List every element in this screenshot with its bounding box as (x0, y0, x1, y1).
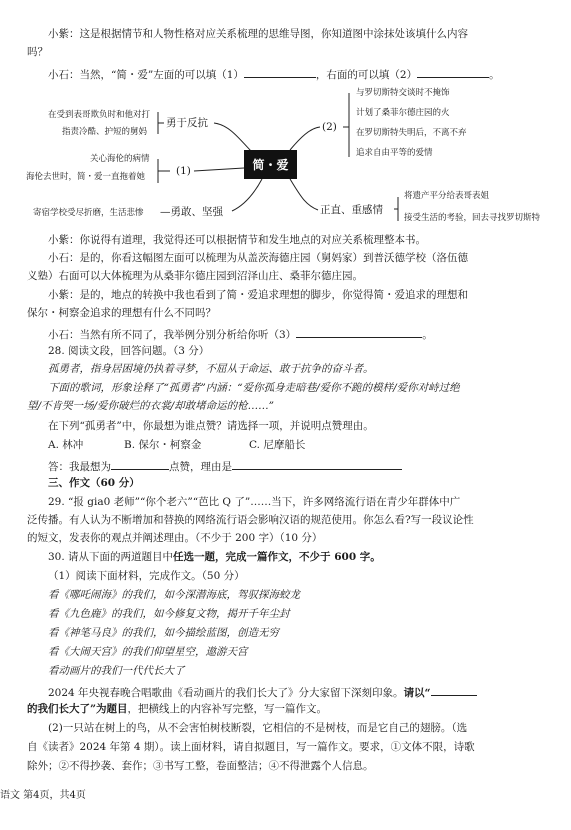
section-3-title: 三、作文（60 分） (48, 477, 140, 489)
mind-left-mid-item-2: 海伦去世时，简・爱一直拖着她 (26, 172, 146, 182)
intro-line-1: 小紫：这是根据情节和人物性格对应关系梳理的思维导图，你知道图中涂抹处该填什么内容 (48, 28, 468, 40)
q28-option-b[interactable]: B. 保尔・柯察金 (124, 439, 202, 451)
q30-poem-4: 看《大闹天宫》的我们仰望星空，遨游天宫 (48, 646, 248, 658)
q30-heading: 30. 请从下面的两道题目中任选一题，完成一篇作文，不少于 600 字。 (48, 551, 381, 563)
q29-line-1: 29. “报 gia0 老师”“你个老六”“芭比 Q 了”……当下，许多网络流行语在青少年群体中广 (48, 496, 461, 508)
mind-left-top-item-1: 在受到表哥欺负时和他对打 (48, 110, 151, 120)
q30-para-2b: 自《读者》2024 年第 4 期）。读上面材料，请自拟题目，写一篇作文。要求，①文体不限，诗歌 (27, 741, 475, 753)
q30-poem-5: 看动画片的我们一代代长大了 (48, 665, 185, 677)
q29-line-3: 的短文，发表你的观点并阐述理由。（不少于 200 字）（10 分） (27, 532, 323, 544)
q29-line-2: 泛传播。有人认为不断增加和替换的网络流行语会影响汉语的规范使用。你怎么看?写一段议论性 (27, 514, 474, 526)
page-footer: 语文 第4页，共4页 (0, 790, 86, 801)
answer-blank-name[interactable] (111, 457, 169, 470)
mind-right-top-item-3: 在罗切斯特失明后，不离不弃 (356, 128, 467, 138)
mind-right-top-item-4: 追求自由平等的爱情 (356, 148, 433, 158)
dialog-line-3a: 小紫：是的，地点的转换中我也看到了简・爱追求理想的脚步，你觉得简・爱追求的理想和 (48, 289, 468, 301)
mind-left-bot-item-1: 寄宿学校受尽折磨，生活悲惨 (33, 208, 144, 218)
q28-prompt: 在下列“孤勇者”中，你最想为谁点赞？请选择一项，并说明点赞理由。 (48, 420, 374, 432)
mind-left-mid-label: (1) (176, 165, 191, 177)
title-blank[interactable] (431, 683, 477, 696)
answer-blank-3[interactable] (296, 325, 422, 338)
intro-line-2: 吗？ (27, 46, 48, 58)
mind-right-bot-label: 正直、重感情 (320, 204, 383, 216)
q28-para-2a: 下面的歌词，形象诠释了“孤勇者”内涵：“爱你孤身走暗巷/爱你不跪的模样/爱你对峙过绝 (48, 382, 460, 394)
dialog-line-3b: 保尔・柯察金追求的理想有什么不同吗？ (27, 307, 216, 319)
q28-para-1: 孤勇者，指身居困境仍执着寻梦，不屈从于命运、敢于抗争的奋斗者。 (48, 363, 374, 375)
mind-left-mid-item-1: 关心海伦的病情 (90, 154, 150, 164)
dialog-line-2b: 义塾）右面可以大体梳理为从桑菲尔德庄园到沼泽山庄、桑菲尔德庄园。 (27, 270, 363, 282)
mind-right-top-item-2: 计划了桑菲尔德庄园的火 (356, 108, 450, 118)
q28-heading: 28. 阅读文段，回答问题。（3 分） (48, 345, 210, 357)
q30-poem-1: 看《哪吒闹海》的我们，如今深潜海底，驾驭探海蛟龙 (48, 589, 300, 601)
q30-sub-1: （1）阅读下面材料，完成作文。（50 分） (48, 570, 245, 582)
q30-para-1a: 2024 年央视春晚合唱歌曲《看动画片的我们长大了》分大家留下深刻印象。请以“ (48, 683, 477, 700)
mind-right-top-item-1: 与罗切斯特交谈时不掩饰 (356, 88, 450, 98)
mind-left-bot-label: —勇敢、坚强 (160, 206, 223, 218)
q30-poem-2: 看《九色鹿》的我们，如今修复文物，揭开千年尘封 (48, 608, 290, 620)
mind-right-bot-item-1: 将遗产平分给表哥表姐 (404, 191, 490, 201)
q30-para-2a: (2)一只站在树上的鸟，从不会害怕树枝断裂，它相信的不是树枝，而是它自己的翅膀。（选 (48, 722, 468, 734)
dialog-line-1: 小紫：你说得有道理，我觉得还可以根据情节和发生地点的对应关系梳理整本书。 (48, 234, 426, 246)
q30-para-1b: 的我们长大了”为题目，把横线上的内容补写完整，写一篇作文。 (27, 703, 328, 715)
mind-left-top-label: 勇于反抗 (166, 117, 208, 129)
answer-blank-reason[interactable] (232, 457, 402, 470)
q30-poem-3: 看《神笔马良》的我们，如今描绘蓝图，创造无穷 (48, 627, 279, 639)
q30-para-2c: 除外；②不得抄袭、套作；③书写工整，卷面整洁；④不得泄露个人信息。 (27, 760, 374, 772)
dialog-line-2a: 小石：是的，你看这幅图左面可以梳理为从盖茨海德庄园（舅妈家）到普沃德学校（洛伍德 (48, 252, 468, 264)
q28-answer-line: 答：我最想为 点赞，理由是 (48, 457, 402, 474)
mind-left-top-item-2: 指责冷酷、护短的舅妈 (62, 127, 148, 137)
intro-line-3: 小石：当然，“简・爱”左面的可以填（1） ，右面的可以填（2） 。 (48, 65, 500, 82)
q28-option-a[interactable]: A. 林冲 (48, 439, 84, 451)
dialog-line-4: 小石：当然有所不同了，我举例分别分析给你听（3） 。 (48, 325, 433, 342)
mind-right-bot-item-2: 接受生活的考验，回去寻找罗切斯特 (404, 213, 541, 223)
mind-center-title: 简・爱 (244, 150, 297, 179)
q28-option-c[interactable]: C. 尼摩船长 (249, 439, 306, 451)
mind-right-top-label: (2) (322, 121, 337, 133)
q28-para-2b: 望/不肯哭一场/爱你破烂的衣裳/却敢堵命运的枪……” (27, 400, 274, 412)
